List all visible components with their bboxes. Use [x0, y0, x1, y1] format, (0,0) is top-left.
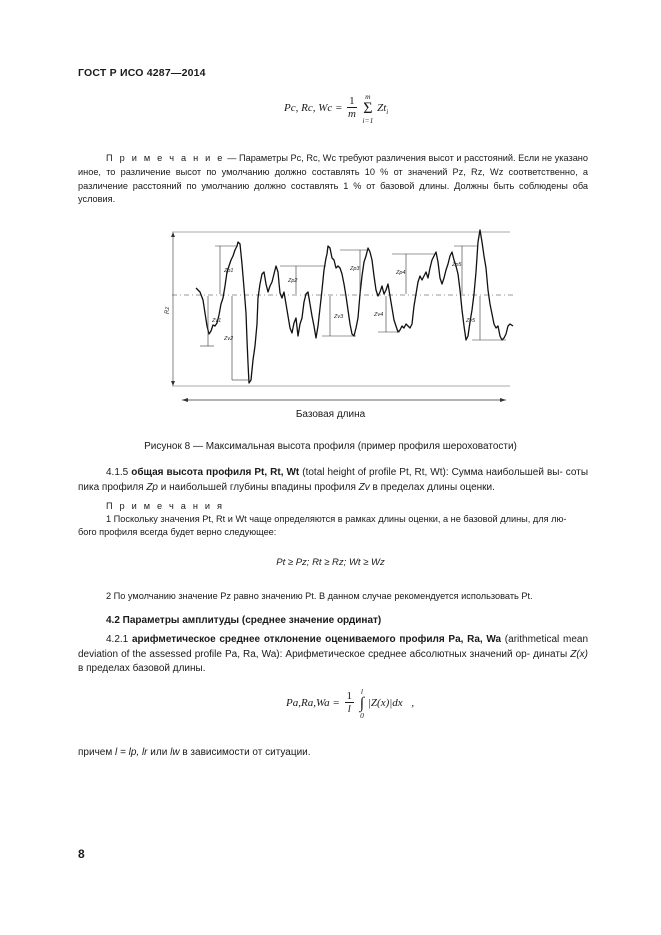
section-421-term: арифметическое среднее отклонение оцениваемого профиля Pa, Ra, Wa — [131, 634, 502, 645]
integral-symbol: ∫ — [359, 694, 365, 712]
zp3-label: Zp3 — [350, 266, 360, 272]
zv4-label: Zv4 — [374, 312, 384, 318]
page-number: 8 — [78, 847, 85, 861]
zv2-label: Zv2 — [224, 336, 234, 342]
formula2-integrand: |Z(x)|dx — [367, 697, 403, 710]
section-415-text3: и наибольшей глубины впадины профиля — [160, 481, 356, 493]
note1-label: П р и м е ч а н и е — [106, 153, 225, 163]
zp1-label: Zp1 — [224, 268, 234, 274]
formula2-int-upper: l — [360, 687, 363, 696]
section-415-text4: в пределах длины оценки. — [372, 481, 495, 493]
section-421-line1-end: (arithmetical — [504, 634, 560, 645]
formula1-lhs: Pc, Rc, Wc = — [284, 102, 343, 115]
section-4-2-title: 4.2 Параметры амплитуды (среднее значение ординат) — [106, 615, 382, 626]
rz-label: Rz — [165, 306, 171, 314]
document-header: ГОСТ Р ИСО 4287—2014 — [78, 67, 206, 79]
section-415-zv: Zv — [358, 481, 370, 493]
where-text-c: в зависимости от ситуации. — [182, 747, 311, 758]
formula-pc-rc-wc — [284, 93, 388, 124]
figure-caption: Рисунок 8 — Максимальная высота профиля (пример профиля шероховатости) — [144, 441, 517, 452]
note-height-spacing — [78, 152, 588, 207]
figure-xaxis-label: Базовая длина — [295, 409, 366, 420]
inequality-formula: Pt ≥ Pz; Rt ≥ Rz; Wt ≥ Wz — [276, 557, 385, 568]
notes2-label: П р и м е ч а н и я — [106, 501, 225, 511]
notes2-n1-line1: 1 Поскольку значения Pt, Rt и Wt чаще определяются в рамках длины оценки, а не базовой длины, для лю- — [106, 514, 567, 524]
section-421-line3a: динаты — [533, 648, 568, 660]
formula2-numerator: 1 — [346, 690, 353, 703]
formula1-denominator: m — [347, 108, 356, 121]
formula1-term: Zt — [377, 102, 387, 115]
sigma-symbol: Σ — [363, 99, 373, 117]
formula1-sum-upper: m — [365, 92, 371, 101]
formula1-term-sub: i — [386, 108, 389, 117]
section-415-zp: Zp — [146, 481, 158, 493]
formula1-fraction — [347, 95, 357, 121]
formula1-sum — [362, 93, 373, 124]
where-expr: l = lp, lr — [115, 747, 148, 758]
formula2-fraction — [345, 690, 355, 716]
formula-pa-ra-wa — [286, 688, 414, 719]
zp4-label: Zp4 — [396, 270, 406, 276]
section-415-term: общая высота профиля Pt, Rt, Wt — [131, 467, 300, 478]
note1-text: — Параметры Pc, Rc, Wc требуют различения высот и расстояний. Если не указано иное, то различение высот по умолчанию должно составлять 10 % от значений Pz, Rz, Wz соответственно, а различение расстояний по умолчанию должно составлять 1 % от базовой длины. Должны быть соблюдены оба условия. — [78, 153, 588, 205]
section-4-1-5 — [78, 466, 588, 495]
section-415-text1: (total height of profile Pt, Rt, Wt): Сумма наибольшей вы- — [302, 467, 563, 478]
notes2-n1-line2: бого профиля всегда будет верно следующее: — [78, 527, 277, 537]
section-421-number: 4.2.1 — [106, 634, 129, 645]
section-415-text2: соты пика профиля — [78, 467, 589, 493]
zv1-label: Zv1 — [212, 318, 222, 324]
formula2-denominator: l — [347, 703, 351, 716]
formula2-integral — [360, 688, 364, 719]
section-421-line3b: в пределах базовой длины. — [78, 663, 206, 674]
where-text-b: или — [150, 747, 168, 758]
zp5-label: Zp5 — [452, 262, 462, 268]
zp2-label: Zp2 — [288, 278, 298, 284]
section-4-2-1 — [78, 633, 588, 677]
zv3-label: Zv3 — [334, 314, 344, 320]
zv5-label: Zv5 — [466, 318, 476, 324]
formula1-sum-lower: i=1 — [362, 115, 374, 125]
where-expr2: lw — [170, 747, 180, 758]
section-421-line2: mean deviation of the assessed profile Pa, Ra, Wa): Арифметическое среднее абсолютных значений ор- — [78, 634, 589, 660]
where-clause — [78, 746, 311, 761]
section-421-zx: Z(x) — [570, 648, 588, 660]
formula2-trail: , — [411, 697, 415, 710]
formula2-int-lower: 0 — [360, 710, 364, 720]
profile-figure — [160, 228, 520, 408]
notes2-n2: 2 По умолчанию значение Pz равно значению Pt. В данном случае рекомендуется использовать Pt. — [106, 591, 533, 601]
section-415-number: 4.1.5 — [106, 467, 129, 478]
formula1-numerator: 1 — [349, 95, 355, 108]
formula2-lhs: Pa,Ra,Wa = — [286, 697, 340, 710]
where-text-a: причем — [78, 747, 113, 758]
